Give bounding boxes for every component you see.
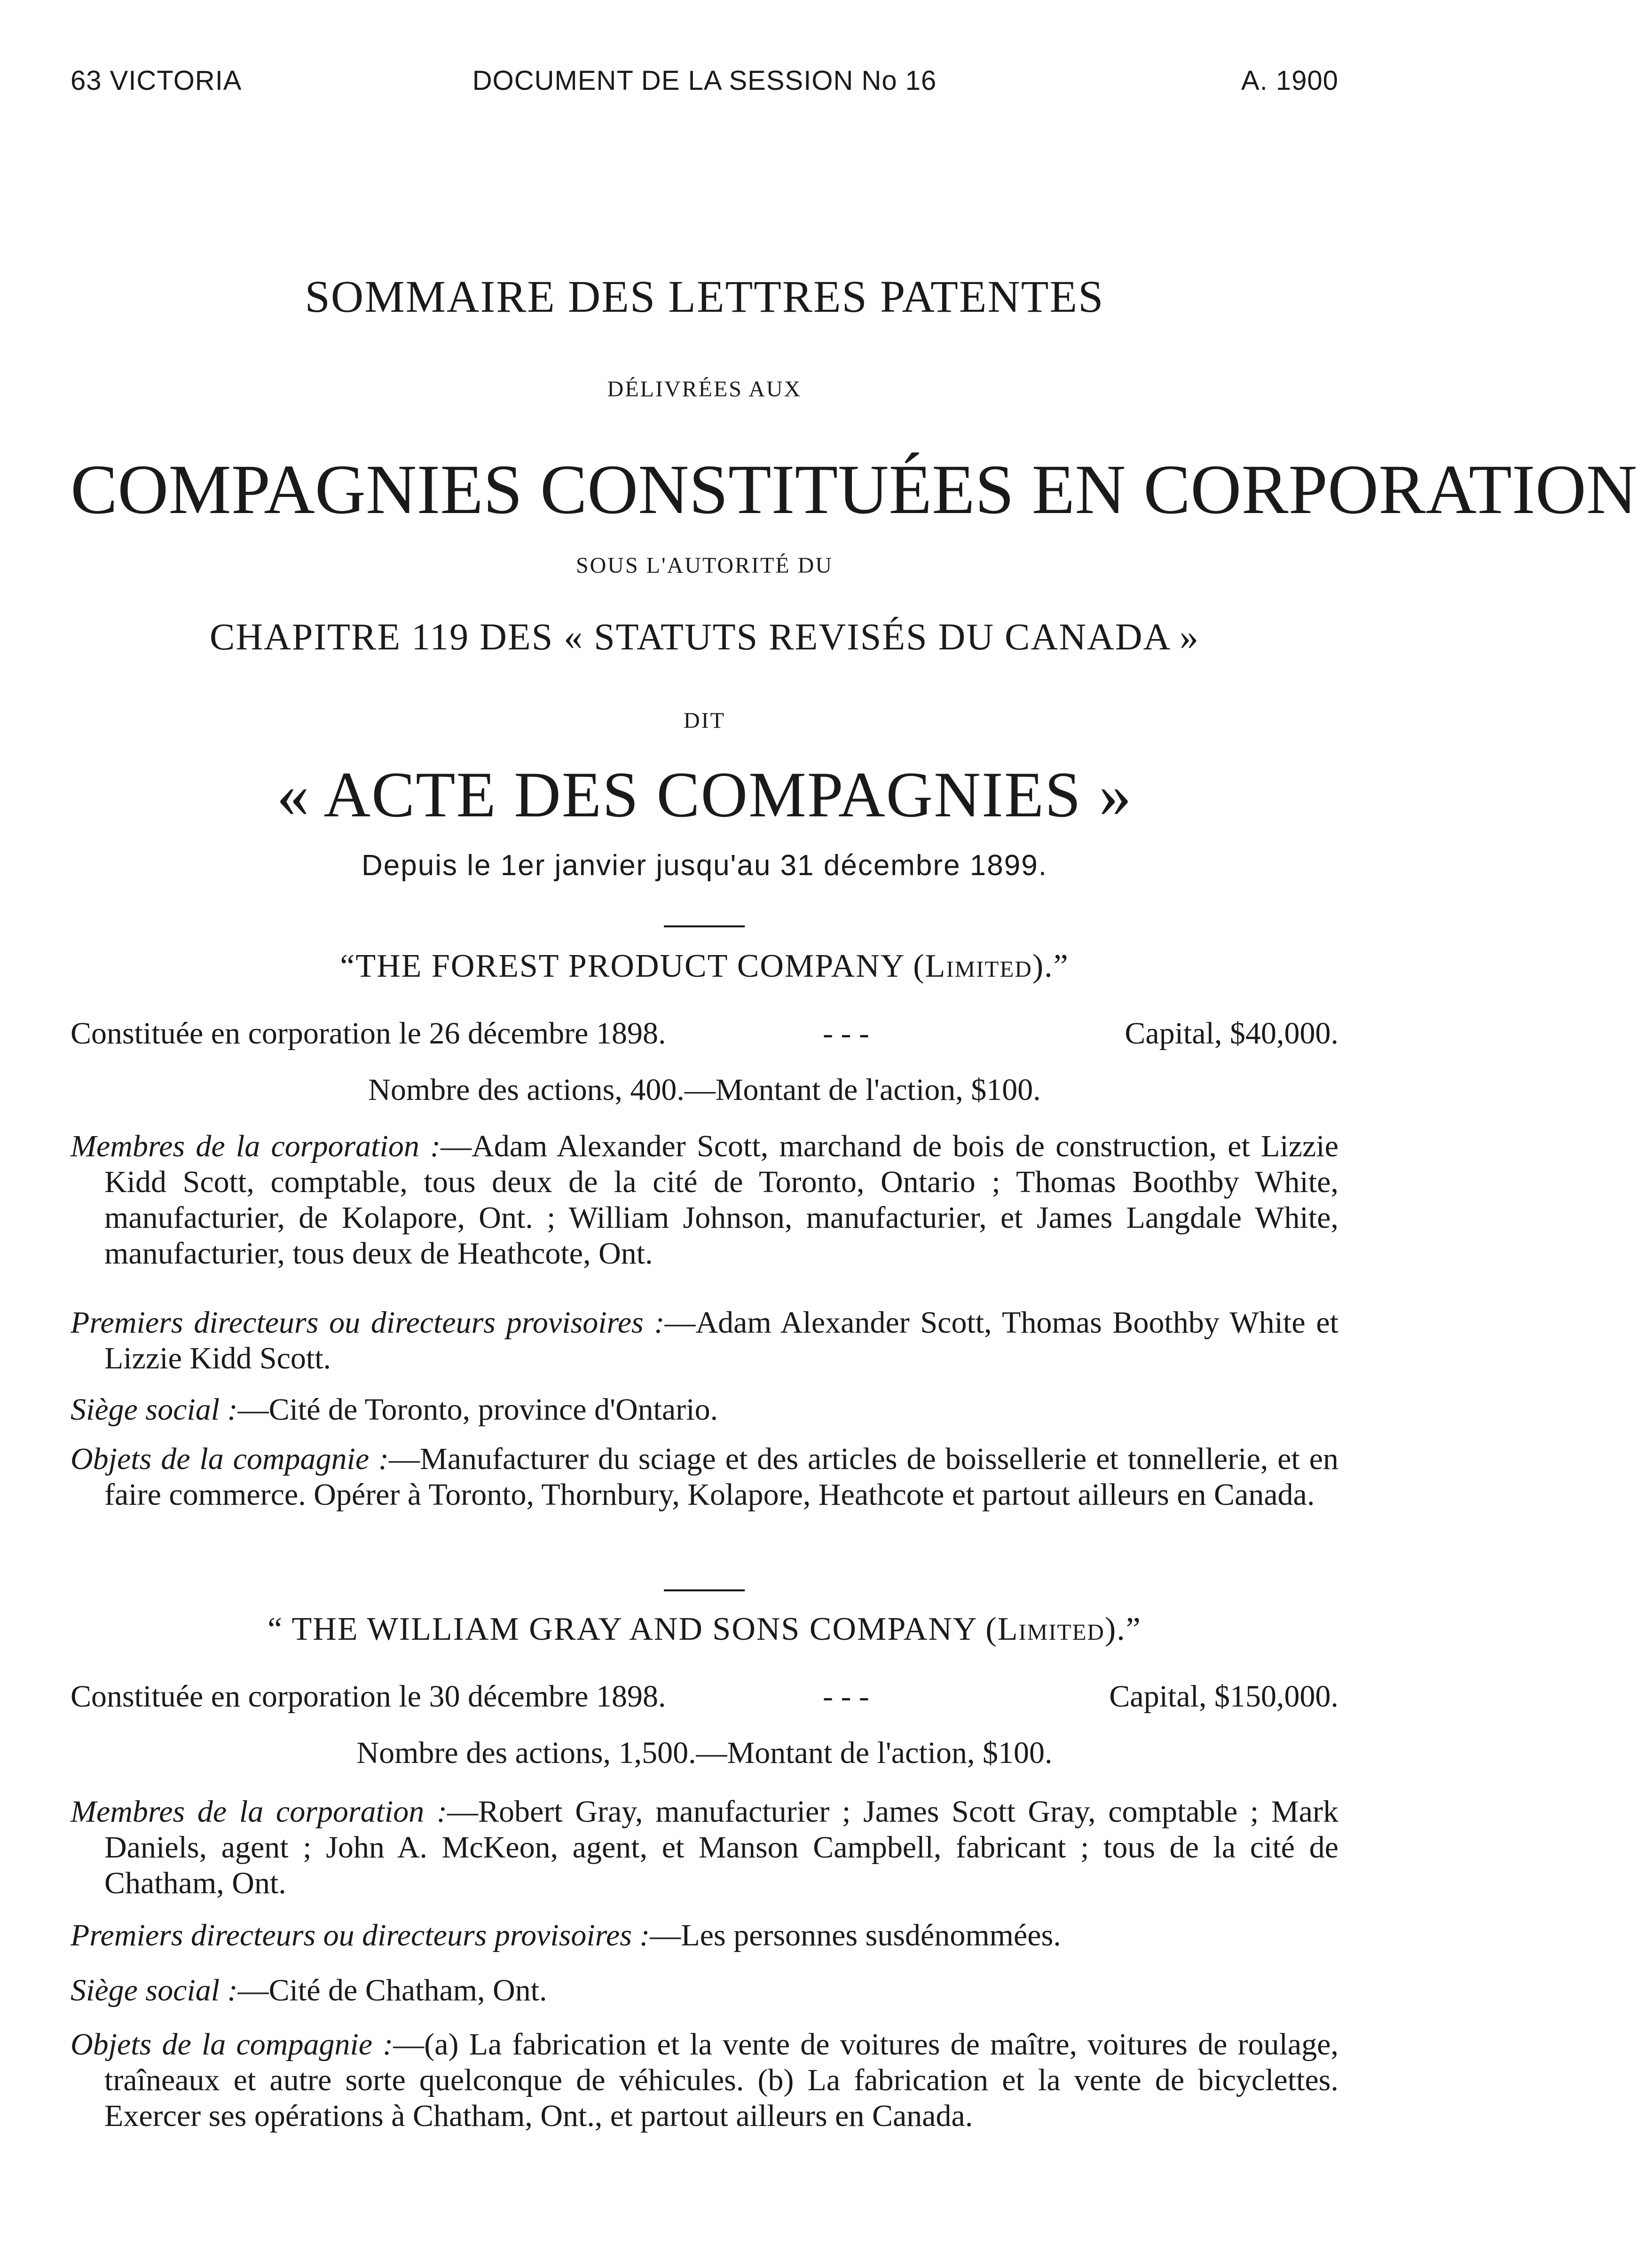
header-right: A. 1900 (1241, 65, 1338, 96)
capital: Capital, $40,000. (1125, 1016, 1338, 1051)
title-line-4: SOUS L'AUTORITÉ DU (575, 553, 834, 578)
directors-text: —Les personnes susdénommées. (650, 1918, 1061, 1952)
capital: Capital, $150,000. (1109, 1679, 1338, 1714)
company-2-seat (71, 1973, 1338, 2008)
company-2-title: “ THE WILLIAM GRAY AND SONS COMPANY (Limited).” (268, 1611, 1141, 1647)
company-2-members (71, 1794, 1338, 1901)
section-divider (664, 925, 745, 927)
seat-text: —Cité de Toronto, province d'Ontario. (237, 1392, 718, 1427)
title-line-7: « ACTE DES COMPAGNIES » (276, 759, 1133, 830)
company-1-title: “THE FOREST PRODUCT COMPANY (Limited).” (340, 948, 1069, 984)
title-line-2: DÉLIVRÉES AUX (607, 377, 802, 402)
members-text: —Adam Alexander Scott, marchand de bois de construction, et Lizzie Kidd Scott, comptable, tous deux de la cité de Toronto, Ontario ; Thomas Boothby White, manufacturier, de Kolapore, Ont. ; William Johnson, manufacturier, et James Langdale White, manufacturier, tous deux de Heathcote, Ont. (104, 1129, 1338, 1271)
company-1-directors (71, 1305, 1338, 1376)
shares-info: Nombre des actions, 400.—Montant de l'action, $100. (368, 1073, 1041, 1107)
objects-label: Objets de la compagnie : (71, 2027, 394, 2062)
header-center: DOCUMENT DE LA SESSION No 16 (472, 65, 937, 96)
incorporation-date: Constituée en corporation le 30 décembre 1898. (71, 1679, 666, 1714)
title-line-3: COMPAGNIES CONSTITUÉES EN CORPORATION (71, 450, 1637, 529)
objects-text: —Manufacturer du sciage et des articles de boissellerie et tonnellerie, et en faire commerce. Opérer à Toronto, Thornbury, Kolapore, Heathcote et partout ailleurs en Canada. (104, 1442, 1339, 1512)
company-1-seat (71, 1392, 1338, 1428)
directors-text: —Adam Alexander Scott, Thomas Boothby White et Lizzie Kidd Scott. (104, 1305, 1338, 1375)
seat-label: Siège social : (71, 1973, 238, 2007)
date-range: Depuis le 1er janvier jusqu'au 31 décembre 1899. (362, 849, 1047, 882)
shares-info: Nombre des actions, 1,500.—Montant de l'action, $100. (356, 1736, 1053, 1770)
members-label: Membres de la corporation : (71, 1129, 441, 1163)
dash-leader: - - - (823, 1016, 869, 1051)
company-2-directors (71, 1918, 1338, 1953)
company-1-members (71, 1129, 1338, 1272)
seat-label: Siège social : (71, 1392, 238, 1427)
section-divider (664, 1589, 745, 1591)
members-label: Membres de la corporation : (71, 1794, 447, 1829)
members-text: —Robert Gray, manufacturier ; James Scott Gray, comptable ; Mark Daniels, agent ; John A. McKeon, agent, et Manson Campbell, fabricant ; tous de la cité de Chatham, Ont. (104, 1794, 1338, 1900)
objects-text: —(a) La fabrication et la vente de voitures de maître, voitures de roulage, traîneaux et autre sorte quelconque de véhicules. (b) La fabrication et la vente de bicyclettes. Exercer ses opérations à Chatham, Ont., et partout ailleurs en Canada. (104, 2027, 1339, 2133)
title-line-6: DIT (684, 708, 725, 733)
directors-label: Premiers directeurs ou directeurs provisoires : (71, 1918, 650, 1952)
running-header (71, 65, 1338, 103)
title-line-5: CHAPITRE 119 DES « STATUTS REVISÉS DU CANADA » (209, 616, 1199, 658)
objects-label: Objets de la compagnie : (71, 1442, 389, 1476)
incorporation-date: Constituée en corporation le 26 décembre 1898. (71, 1016, 666, 1051)
company-2-objects (71, 2027, 1338, 2134)
dash-leader: - - - (823, 1679, 869, 1714)
header-left: 63 VICTORIA (71, 65, 242, 96)
company-1-objects (71, 1441, 1338, 1513)
title-line-1: SOMMAIRE DES LETTRES PATENTES (305, 271, 1104, 322)
seat-text: —Cité de Chatham, Ont. (237, 1973, 547, 2007)
directors-label: Premiers directeurs ou directeurs provisoires : (71, 1305, 665, 1340)
